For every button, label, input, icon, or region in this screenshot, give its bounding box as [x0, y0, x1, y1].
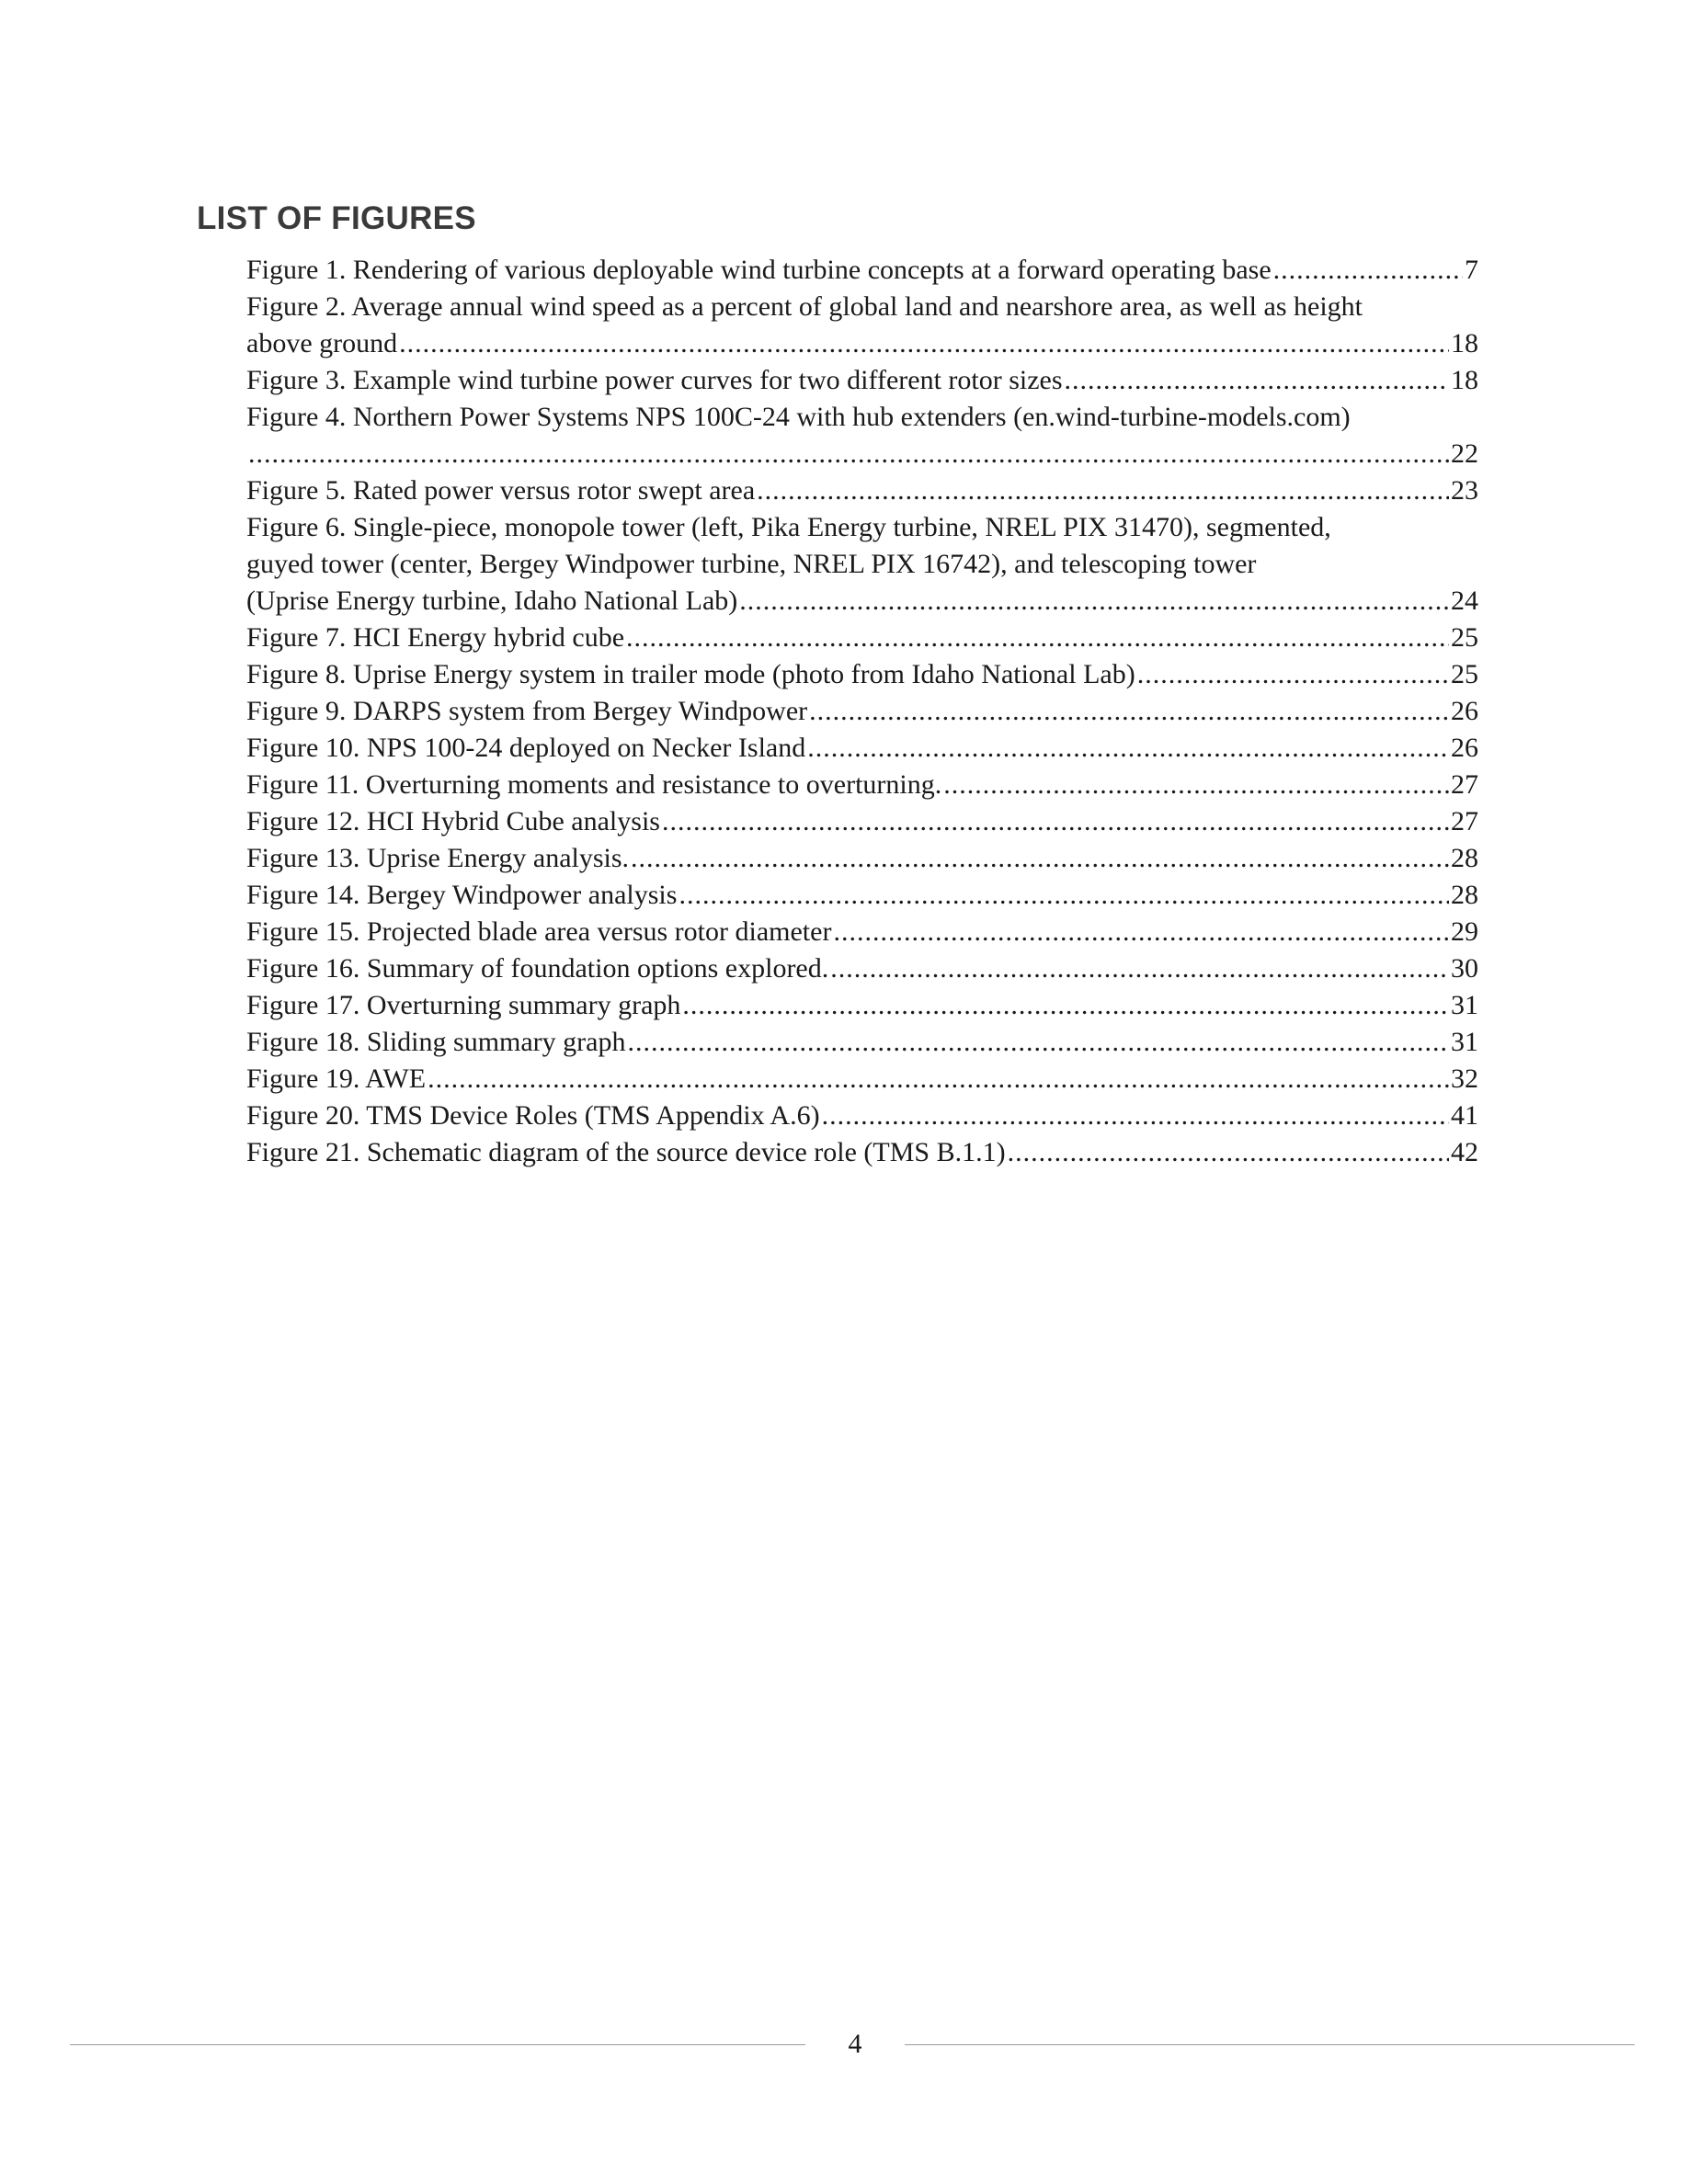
toc-entry-title: above ground [246, 328, 398, 358]
page-title: LIST OF FIGURES [197, 200, 476, 236]
toc-entry-line [246, 472, 1478, 509]
footer-rule-right [905, 2044, 1635, 2045]
toc-entry-line [246, 1061, 1478, 1098]
toc-entry-line [246, 362, 1478, 399]
toc-entry[interactable] [197, 803, 1478, 840]
toc-entry-line [246, 252, 1478, 289]
dot-leader [739, 583, 1449, 620]
dot-leader [248, 436, 1449, 472]
toc-entry-title: Figure 21. Schematic diagram of the source device role (TMS B.1.1) [246, 1137, 1006, 1167]
toc-entry-page: 29 [1451, 916, 1478, 947]
toc-entry[interactable] [197, 362, 1478, 399]
toc-entry-title: Figure 1. Rendering of various deployable wind turbine concepts at a forward operating base [246, 255, 1272, 285]
toc-entry-page: 26 [1451, 696, 1478, 726]
toc-entry[interactable] [197, 767, 1478, 803]
toc-entry-page: 42 [1451, 1137, 1478, 1167]
list-of-figures [197, 252, 1478, 1171]
dot-leader [428, 1061, 1449, 1098]
toc-entry-page: 28 [1451, 843, 1478, 873]
toc-entry-line [246, 656, 1478, 693]
dot-leader [662, 803, 1449, 840]
toc-entry-line [246, 1134, 1478, 1171]
toc-entry-title: Figure 10. NPS 100-24 deployed on Necker Island [246, 733, 806, 763]
footer-rule-left [70, 2044, 805, 2045]
toc-entry[interactable] [197, 840, 1478, 877]
toc-entry[interactable] [197, 730, 1478, 767]
toc-entry[interactable] [197, 914, 1478, 950]
toc-entry-title: Figure 7. HCI Energy hybrid cube [246, 622, 625, 653]
dot-leader [399, 325, 1449, 362]
toc-entry-title-line: guyed tower (center, Bergey Windpower turbine, NREL PIX 16742), and telescoping tower [246, 549, 1257, 579]
toc-entry-page: 18 [1451, 328, 1478, 358]
toc-entry-line [246, 583, 1478, 620]
dot-leader [679, 877, 1449, 914]
toc-entry[interactable] [197, 656, 1478, 693]
toc-entry-page: 25 [1451, 622, 1478, 653]
toc-entry-title: (Uprise Energy turbine, Idaho National Lab) [246, 586, 738, 616]
toc-entry-line [246, 1098, 1478, 1134]
dot-leader [822, 1098, 1449, 1134]
toc-entry-line [246, 803, 1478, 840]
toc-entry-title-line: Figure 2. Average annual wind speed as a percent of global land and nearshore area, as well as height [246, 291, 1363, 322]
toc-entry-title: Figure 13. Uprise Energy analysis. [246, 843, 630, 873]
toc-entry-page: 26 [1451, 733, 1478, 763]
toc-entry-title: Figure 18. Sliding summary graph [246, 1027, 626, 1057]
toc-entry-page: 24 [1451, 586, 1478, 616]
toc-entry-title-line: Figure 4. Northern Power Systems NPS 100C-24 with hub extenders (en.wind-turbine-models.com) [246, 402, 1351, 432]
toc-entry-page: 31 [1451, 1027, 1478, 1057]
toc-entry[interactable] [197, 950, 1478, 987]
toc-entry[interactable] [197, 877, 1478, 914]
toc-entry-line [246, 620, 1478, 656]
dot-leader [757, 472, 1449, 509]
toc-entry-page: 30 [1451, 953, 1478, 984]
toc-entry-page: 27 [1451, 769, 1478, 800]
toc-entry-page: 28 [1451, 880, 1478, 910]
toc-entry[interactable] [197, 1024, 1478, 1061]
toc-entry[interactable] [197, 693, 1478, 730]
toc-entry-page: 23 [1451, 475, 1478, 506]
toc-entry-title-line: Figure 6. Single-piece, monopole tower (left, Pika Energy turbine, NREL PIX 31470), segmented, [246, 512, 1331, 542]
dot-leader [626, 620, 1449, 656]
toc-entry-page: 18 [1451, 365, 1478, 395]
toc-entry-title: Figure 3. Example wind turbine power curves for two different rotor sizes [246, 365, 1063, 395]
toc-entry-line [246, 436, 1478, 472]
toc-entry-title: Figure 9. DARPS system from Bergey Windpower [246, 696, 808, 726]
dot-leader [807, 730, 1449, 767]
dot-leader [830, 950, 1449, 987]
page-number: 4 [848, 2029, 862, 2059]
dot-leader [627, 1024, 1449, 1061]
page-footer [0, 2019, 1688, 2074]
toc-entry-title: Figure 14. Bergey Windpower analysis [246, 880, 678, 910]
toc-entry-page: 31 [1451, 990, 1478, 1020]
toc-entry-line [246, 693, 1478, 730]
toc-entry[interactable] [197, 252, 1478, 289]
toc-entry-line [246, 730, 1478, 767]
dot-leader [809, 693, 1449, 730]
toc-entry-line [246, 914, 1478, 950]
toc-entry-line [246, 840, 1478, 877]
dot-leader [943, 767, 1449, 803]
toc-entry-page: 27 [1451, 806, 1478, 836]
toc-entry[interactable] [197, 1098, 1478, 1134]
toc-entry-title: Figure 17. Overturning summary graph [246, 990, 681, 1020]
toc-entry-line [246, 987, 1478, 1024]
dot-leader [1008, 1134, 1449, 1171]
toc-entry-title: Figure 15. Projected blade area versus rotor diameter [246, 916, 832, 947]
dot-leader [1137, 656, 1449, 693]
dot-leader [1273, 252, 1463, 289]
toc-entry[interactable] [197, 472, 1478, 509]
toc-entry-title: Figure 5. Rated power versus rotor swept area [246, 475, 756, 506]
toc-entry-page: 32 [1451, 1064, 1478, 1094]
toc-entry-title: Figure 16. Summary of foundation options explored. [246, 953, 829, 984]
toc-entry-line [246, 950, 1478, 987]
toc-entry[interactable] [197, 1134, 1478, 1171]
toc-entry-title: Figure 19. AWE [246, 1064, 427, 1094]
toc-entry-page: 22 [1451, 438, 1478, 469]
toc-entry-title: Figure 8. Uprise Energy system in trailer mode (photo from Idaho National Lab) [246, 659, 1135, 689]
toc-entry[interactable] [197, 509, 1478, 620]
dot-leader [631, 840, 1449, 877]
toc-entry[interactable] [197, 399, 1478, 472]
toc-entry-line [246, 1024, 1478, 1061]
toc-entry[interactable] [197, 620, 1478, 656]
toc-entry-line [246, 325, 1478, 362]
toc-entry-page: 7 [1465, 255, 1478, 285]
toc-entry-line [246, 877, 1478, 914]
toc-entry-title: Figure 12. HCI Hybrid Cube analysis [246, 806, 660, 836]
toc-entry[interactable] [197, 289, 1478, 362]
dot-leader [1065, 362, 1449, 399]
toc-entry-title: Figure 11. Overturning moments and resistance to overturning. [246, 769, 942, 800]
toc-entry-line [246, 767, 1478, 803]
dot-leader [682, 987, 1449, 1024]
toc-entry-page: 41 [1451, 1100, 1478, 1131]
toc-entry-title: Figure 20. TMS Device Roles (TMS Appendix A.6) [246, 1100, 820, 1131]
toc-entry[interactable] [197, 987, 1478, 1024]
toc-entry-page: 25 [1451, 659, 1478, 689]
dot-leader [833, 914, 1449, 950]
toc-entry[interactable] [197, 1061, 1478, 1098]
